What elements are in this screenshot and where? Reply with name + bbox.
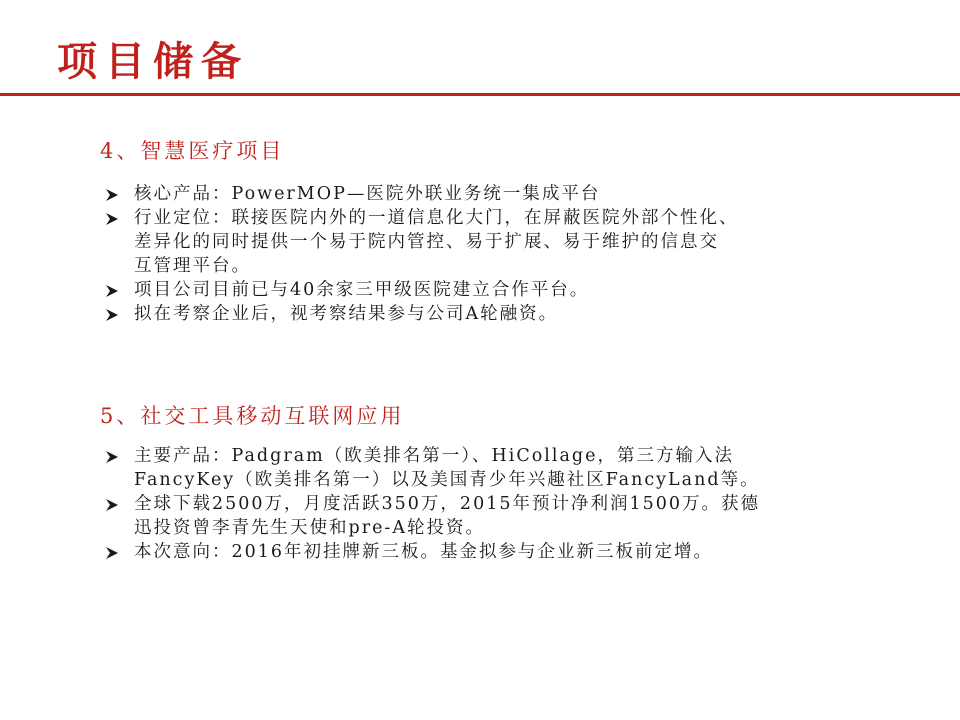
bullet-list-social-apps: [104, 444, 760, 564]
arrow-bullet-icon: [104, 450, 124, 464]
bullet-line: 迅投资曾李青先生天使和pre-A轮投资。: [134, 518, 485, 538]
bullet-text: 拟在考察企业后，视考察结果参与公司A轮融资。: [134, 304, 559, 324]
bullet-line: 主要产品：Padgram（欧美排名第一）、HiCollage，第三方输入法: [134, 446, 734, 466]
bullet-text: 项目公司目前已与40余家三甲级医院建立合作平台。: [134, 280, 590, 300]
page-title: 项目储备: [57, 38, 249, 85]
bullet-line: 全球下载2500万，月度活跃350万，2015年预计净利润1500万。获德: [134, 494, 761, 514]
bullet-line: 互管理平台。: [134, 256, 251, 276]
bullet-text: [134, 492, 760, 540]
bullet-line: 差异化的同时提供一个易于院内管控、易于扩展、易于维护的信息交: [134, 232, 719, 252]
bullet-text: 本次意向：2016年初挂牌新三板。基金拟参与企业新三板前定增。: [134, 542, 714, 562]
bullet-item: [104, 302, 864, 326]
bullet-text: [134, 206, 864, 278]
section-heading-social-apps: 5、社交工具移动互联网应用: [100, 404, 405, 428]
bullet-item: [104, 182, 864, 206]
title-divider: [0, 93, 960, 96]
bullet-line: 行业定位：联接医院内外的一道信息化大门，在屏蔽医院外部个性化、: [134, 208, 739, 228]
arrow-bullet-icon: [104, 546, 124, 560]
section-heading-smart-medical: 4、智慧医疗项目: [100, 139, 285, 163]
bullet-list-smart-medical: [104, 182, 864, 326]
bullet-item: [104, 278, 864, 302]
arrow-bullet-icon: [104, 188, 124, 202]
arrow-bullet-icon: [104, 284, 124, 298]
arrow-bullet-icon: [104, 498, 124, 512]
bullet-item: [104, 492, 760, 540]
bullet-item: [104, 206, 864, 278]
bullet-text: 核心产品：PowerMOP—医院外联业务统一集成平台: [134, 184, 601, 204]
bullet-item: [104, 444, 760, 492]
bullet-line: FancyKey（欧美排名第一）以及美国青少年兴趣社区FancyLand等。: [134, 470, 760, 490]
arrow-bullet-icon: [104, 212, 124, 226]
bullet-item: [104, 540, 760, 564]
arrow-bullet-icon: [104, 308, 124, 322]
bullet-text: [134, 444, 760, 492]
